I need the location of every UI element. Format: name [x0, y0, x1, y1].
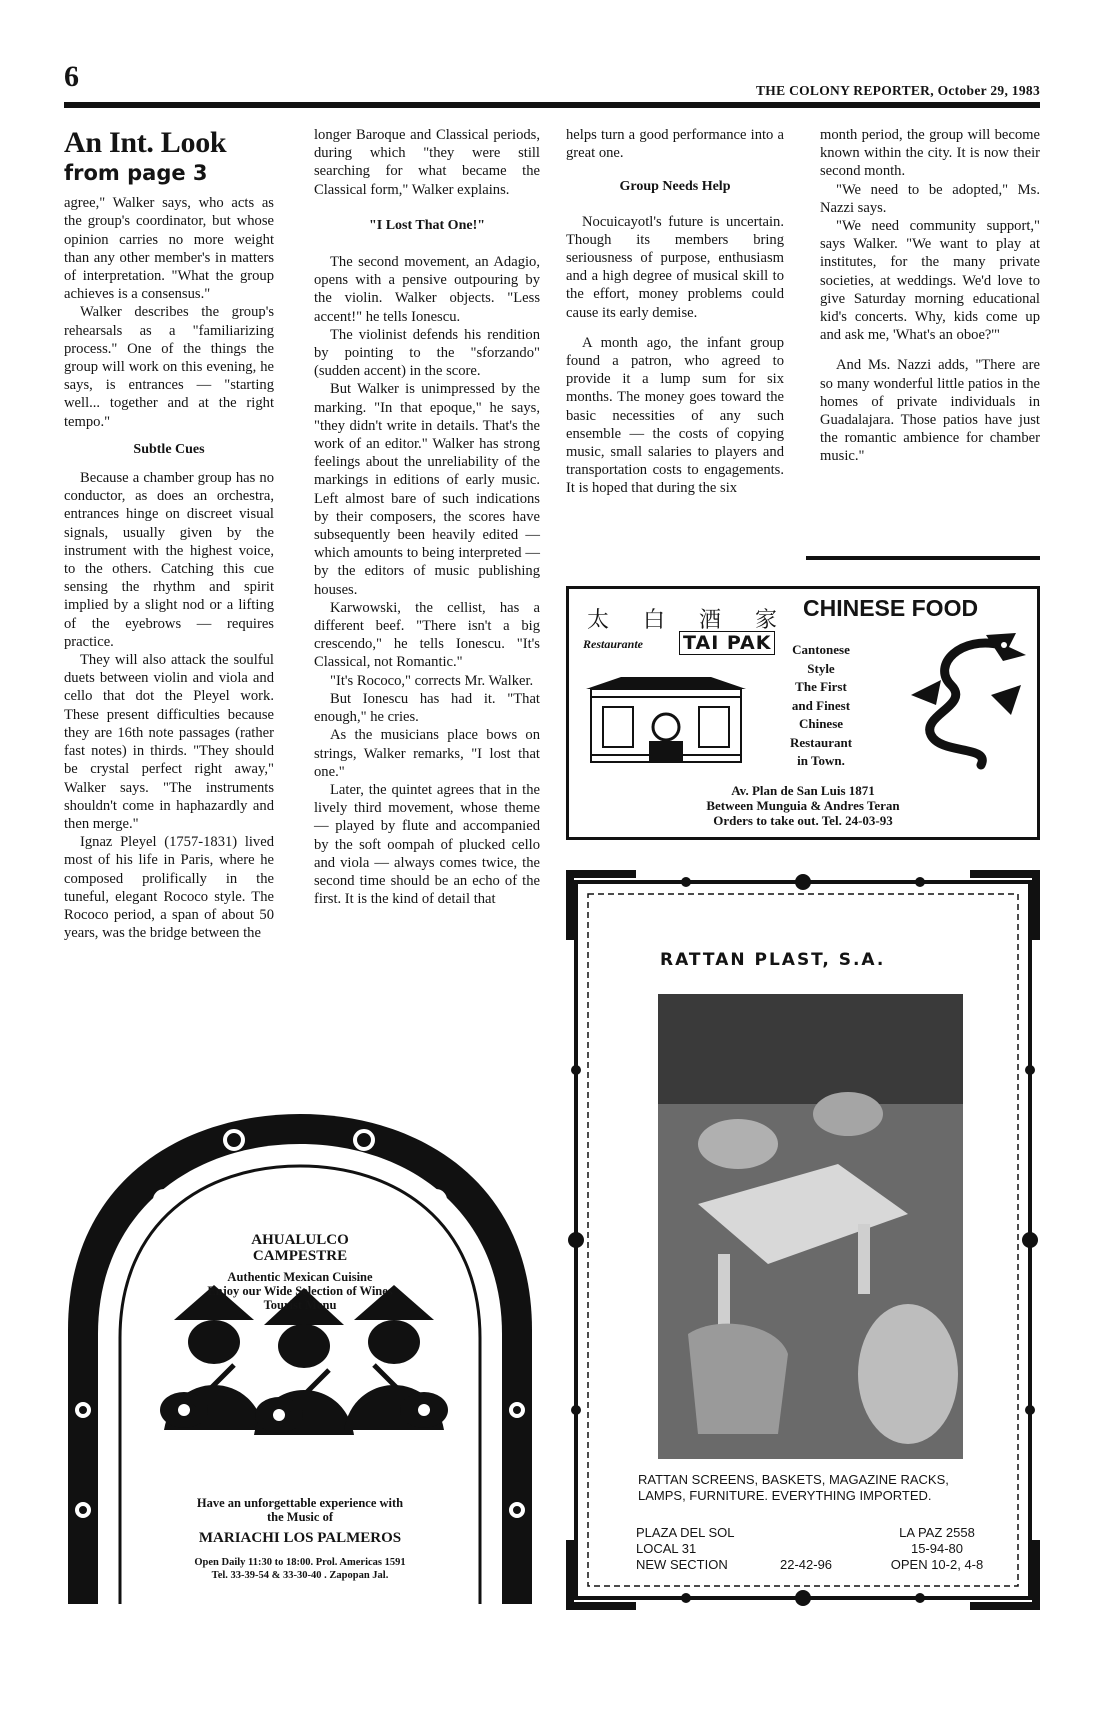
- ad-restaurante-label: Restaurante: [583, 637, 644, 651]
- ad-address: Av. Plan de San Luis 1871 Between Munguia & Andres Teran Orders to take out. Tel. 24-03-93: [706, 783, 900, 828]
- paragraph: Walker describes the group's rehearsals as a "familiarizing process." One of the things the group will work on this evening, he says, is entrances — "starting well... together and at the right tempo.": [64, 304, 274, 430]
- article-headline: An Int. Look: [64, 126, 227, 159]
- ad-rattan-phone: 22-42-96: [780, 1557, 833, 1572]
- paragraph: But Ionescu has had it. "That enough," he cries.: [314, 690, 540, 726]
- article-column-3: [566, 126, 784, 498]
- ad-tagline: Cantonese Style The First and Finest Chinese Restaurant in Town.: [789, 642, 853, 768]
- showroom-photo: [658, 994, 963, 1459]
- ad-rattan-description: RATTAN SCREENS, BASKETS, MAGAZINE RACKS, LAMPS, FURNITURE. EVERYTHING IMPORTED.: [638, 1472, 949, 1503]
- paragraph: Later, the quintet agrees that in the lively third movement, whose theme — played by flute and accompanied by the soft oompah of plucked cello and viola — always comes twice, the second time should be an echo of the first. It is the kind of detail that: [314, 781, 540, 908]
- article-column-4: [820, 126, 1040, 466]
- ad-rattan-location-1: PLAZA DEL SOL LOCAL 31 NEW SECTION: [636, 1525, 735, 1572]
- ad-ahualulco-contact: Open Daily 11:30 to 18:00. Prol. Americas 1591 Tel. 33-39-54 & 33-30-40 . Zapopan Jal.: [194, 1557, 406, 1581]
- page-number: 6: [64, 60, 79, 93]
- ad-ahualulco-campestre: [64, 1110, 536, 1604]
- ad-rattan-plast: [566, 870, 1040, 1610]
- paragraph: A month ago, the infant group found a patron, who agreed to provide it a lump sum for six months. The money goes toward the basic necessities of any such ensemble — the costs of copying music, small salaries to players and transportation costs to engagements. It is hoped that during the six: [566, 334, 784, 497]
- paragraph: The violinist defends his rendition by pointing to the "sforzando" (sudden accent) in the score.: [314, 326, 540, 380]
- paragraph: "We need community support," says Walker. "We want to play at institutes, for the many private societies, at weddings. We'd love to give Saturday morning educational kid's concerts. Why, kids come up and ask me, 'What's an oboe?'": [820, 218, 1040, 344]
- ad-rattan-name: RATTAN PLAST, S.A.: [660, 950, 886, 970]
- paragraph: The second movement, an Adagio, opens with a pensive outpouring by the violin. Walker objects. "Less accent!" he tells Ionescu.: [314, 254, 540, 325]
- ad-chinese-food: [566, 586, 1040, 840]
- paragraph: helps turn a good performance into a great one.: [566, 127, 784, 162]
- ad-ahualulco-band: MARIACHI LOS PALMEROS: [198, 1530, 402, 1546]
- article-jump-line: from page 3: [64, 161, 208, 185]
- paragraph: Ignaz Pleyel (1757-1831) lived most of his life in Paris, where he composed prolifically in the tuneful, elegant Rococo style. The Rococo period, a span of about 50 years, was the bridge between the: [64, 834, 274, 942]
- ad-ahualulco-promo: Have an unforgettable experience with the Music of: [196, 1496, 404, 1524]
- ad-rattan-location-2: LA PAZ 2558 15-94-80 OPEN 10-2, 4-8: [890, 1525, 984, 1572]
- column-end-rule: [806, 556, 1040, 560]
- paragraph: But Walker is unimpressed by the marking. "In that epoque," he says, "they didn't write in details. That's the work of an editor." Walker has strong feelings about the unreliability of the markings in editions of early music. Left almost bare of such indications by their composers, the scores have subsequently been heavily edited — which amounts to being interpreted — by the editors of music publishing houses.: [314, 381, 540, 598]
- ad-chinese-characters: 太白酒家: [587, 608, 812, 633]
- paragraph: As the musicians place bows on strings, Walker remarks, "I lost that one.": [314, 727, 540, 780]
- paragraph: Nocuicayotl's future is uncertain. Though its members bring seriousness of purpose, enthusiasm and a high degree of musical skill to the effort, money problems could cause its early demise.: [566, 213, 784, 321]
- ad-ahualulco-details: Authentic Mexican Cuisine Enjoy our Wide Selection of Wines Tourist Menu: [207, 1270, 393, 1312]
- paragraph: "We need to be adopted," Ms. Nazzi says.: [820, 181, 1040, 216]
- subhead: "I Lost That One!": [368, 217, 486, 233]
- paragraph: month period, the group will become known within the city. It is now their second month.: [820, 127, 1040, 180]
- paragraph: And Ms. Nazzi adds, "There are so many wonderful little patios in the homes of private individuals in Guadalajara. Those patios have just the romantic ambience for chamber music.": [820, 357, 1040, 465]
- paragraph: Karwowski, the cellist, has a different beef. "There isn't a big crescendo," he tells Ionescu. "It's Classical, not Romantic.": [314, 599, 540, 671]
- paragraph: longer Baroque and Classical periods, during which "they were still searching for what became the Classical form," Walker explains.: [314, 127, 540, 198]
- header-rule: [64, 102, 1040, 108]
- subhead: Subtle Cues: [133, 441, 205, 457]
- paragraph: Because a chamber group has no conductor, as does an orchestra, entrances hinge on discreet visual signals, usually given by the instrument with the highest voice, to the others. Catching this cue sensing the rhythm and spirit implied by a slight nod or a lifting of the eyebrows — requires practice.: [64, 470, 274, 650]
- article-column-2: [314, 126, 540, 908]
- ad-brand-name: TAI PAK: [679, 631, 775, 655]
- subhead: Group Needs Help: [619, 179, 731, 195]
- dragon-icon: [891, 625, 1031, 775]
- restaurant-building-icon: [581, 667, 751, 767]
- ad-ahualulco-name: AHUALULCO CAMPESTRE: [251, 1232, 349, 1264]
- ad-title: CHINESE FOOD: [803, 595, 979, 621]
- article-column-1: [64, 126, 274, 942]
- running-head: THE COLONY REPORTER, October 29, 1983: [755, 83, 1040, 98]
- paragraph: agree," Walker says, who acts as the group's coordinator, but whose opinion carries no more weight than any other member's in matters of interpretation. "What the group achieves is a consensus.": [64, 195, 274, 303]
- paragraph: "It's Rococo," corrects Mr. Walker.: [330, 672, 534, 689]
- paragraph: They will also attack the soulful duets between violin and viola and cello that dot the Pleyel work. These present difficulties because they are 16th note passages (rather fast notes) in thirds. "They should be crystal perfect right away," Walker says. "The instruments shouldn't come in haphazardly and then merge.": [64, 652, 274, 832]
